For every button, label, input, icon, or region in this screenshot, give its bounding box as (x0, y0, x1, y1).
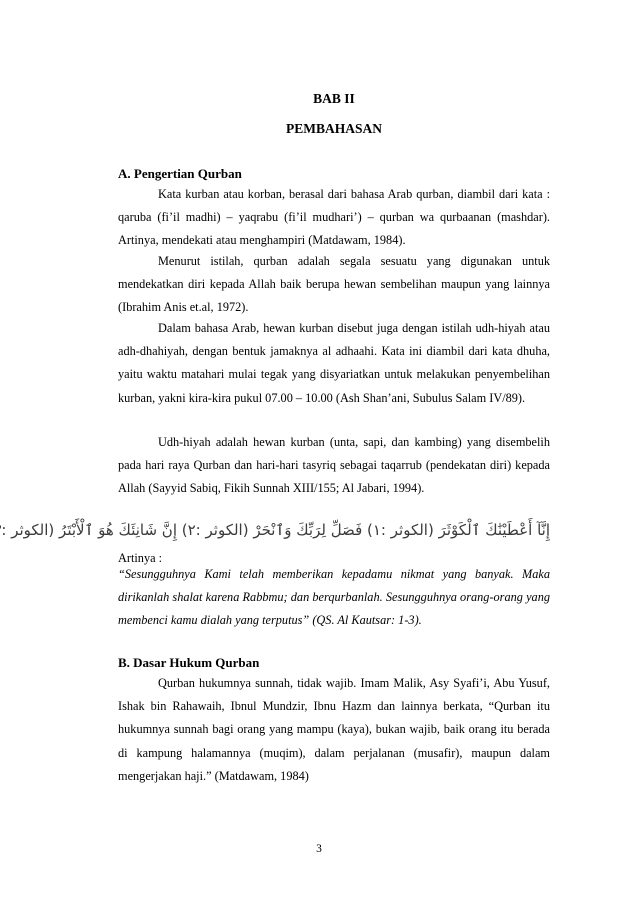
chapter-title: PEMBAHASAN (285, 121, 382, 136)
translation-label: Artinya : (118, 551, 163, 565)
quran-verse-arabic: إِنَّآ أَعْطَيْنَٰكَ ٱلْكَوْثَرَ (الكوثر :١) فَصَلِّ لِرَبِّكَ وَٱنْحَرْ (الكوثر :٢) إِنَّ شَانِئَكَ هُوَ ٱلْأَبْتَرُ (الكوثر : (1, 521, 550, 539)
page-number: 3 (316, 843, 322, 855)
section-b-paragraph-1: Qurban hukumnya sunnah, tidak wajib. Imam Malik, Asy Syafi’i, Abu Yusuf, Ishak bin Rahawaih, Ibnul Mundzir, Ibnu Hazm dan lainnya berkata, “Qurban itu hukumnya sunnah bagi orang yang mampu (kaya), bukan wajib, baik orang itu berada di kampung halamannya (muqim), dalam perjalanan (musafir), maupun dalam mengerjakan haji.” (Matdawam, 1984) (118, 676, 550, 783)
section-a-paragraph-3: Dalam bahasa Arab, hewan kurban disebut juga dengan istilah udh-hiyah atau adh-dhahiyah, dengan bentuk jamaknya al adhaahi. Kata ini diambil dari kata dhuha, yaitu waktu matahari mulai tegak yang disyariatkan untuk melakukan penyembelihan kurban, yakni kira-kira pukul 07.00 – 10.00 (Ash Shan’ani, Subulus Salam IV/89). (118, 321, 550, 405)
translation-quote: “Sesungguhnya Kami telah memberikan kepadamu nikmat yang banyak. Maka dirikanlah shalat karena Rabbmu; dan berqurbanlah. Sesungguhnya orang-orang yang membenci kamu dialah yang terputus” (QS. Al Kautsar: 1-3). (118, 567, 550, 628)
section-a-paragraph-4: Udh-hiyah adalah hewan kurban (unta, sapi, dan kambing) yang disembelih pada hari raya Qurban dan hari-hari tasyriq sebagai taqarrub (pendekatan diri) kepada Allah (Sayyid Sabiq, Fikih Sunnah XIII/155; Al Jabari, 1994). (118, 435, 550, 496)
section-a-paragraph-2: Menurut istilah, qurban adalah segala sesuatu yang digunakan untuk mendekatkan diri kepada Allah baik berupa hewan sembelihan maupun yang lainnya (Ibrahim Anis et.al, 1972). (118, 254, 550, 315)
section-a-heading: A. Pengertian Qurban (118, 166, 242, 181)
chapter-heading: BAB II (313, 91, 355, 106)
section-a-paragraph-1: Kata kurban atau korban, berasal dari bahasa Arab qurban, diambil dari kata : qaruba (fi’il madhi) – yaqrabu (fi’il mudhari’) – qurban wa qurbaanan (mashdar). Artinya, mendekati atau menghampiri (Matdawam, 1984). (118, 187, 550, 248)
section-b-heading: B. Dasar Hukum Qurban (118, 655, 260, 670)
